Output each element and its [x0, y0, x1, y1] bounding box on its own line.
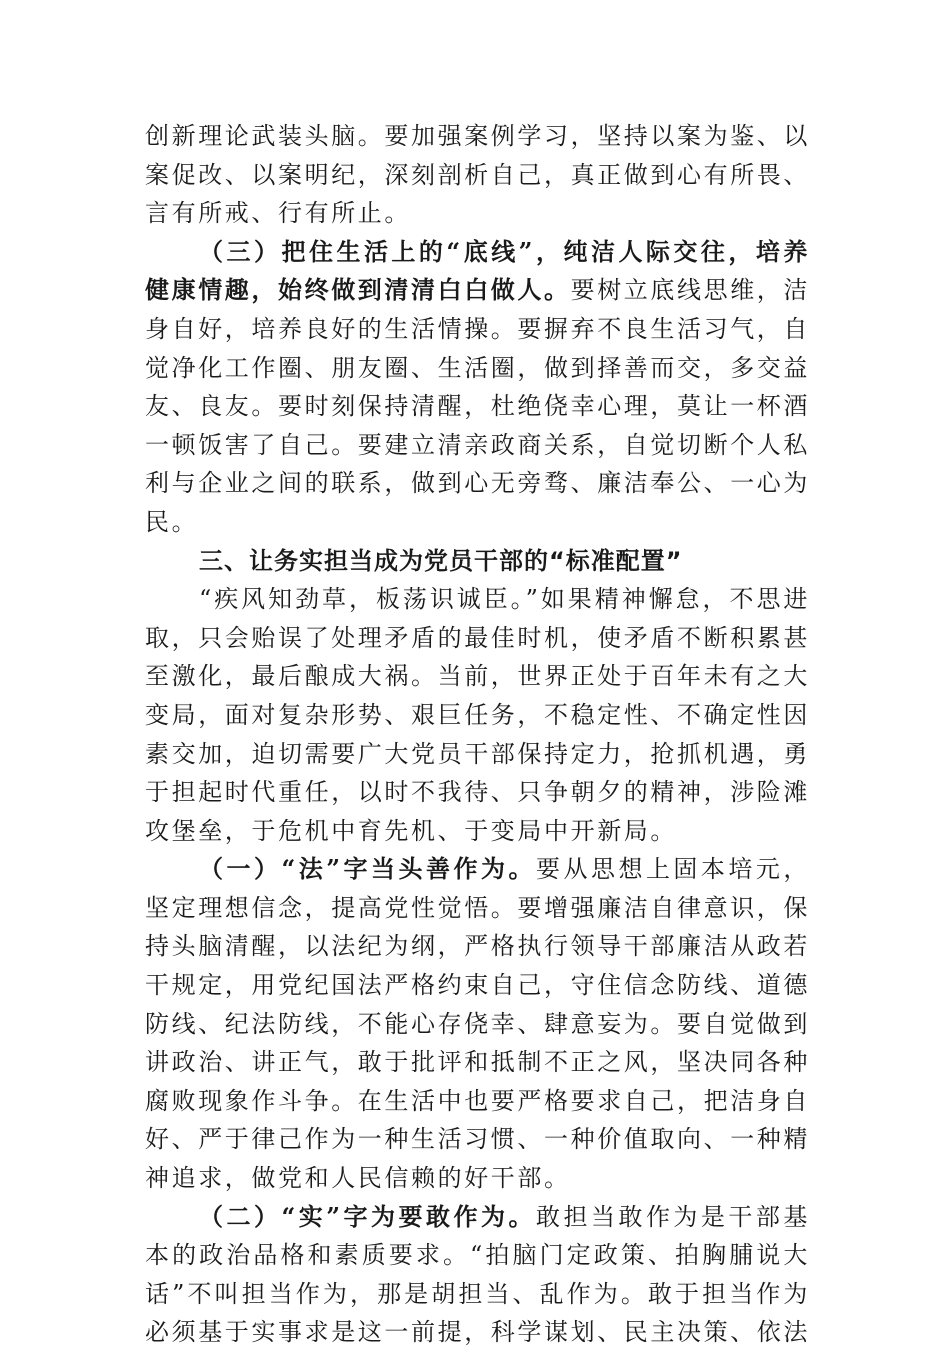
- subheading-two: （二）“实”字为要敢作为。: [199, 1201, 536, 1231]
- paragraph-practical: [145, 1198, 810, 1352]
- paragraph-text: “疾风知劲草，板荡识诚臣。”如果精神懈怠，不思进取，只会贻误了处理矛盾的最佳时机，使矛盾不断积累甚至激化，最后酿成大祸。当前，世界正处于百年未有之大变局，面对复杂形势、艰巨任务，不稳定性、不确定性因素交加，迫切需要广大党员干部保持定力，抢抓机遇，勇于担起时代重任，以时不我待、只争朝夕的精神，涉险滩攻堡垒，于危机中育先机、于变局中开新局。: [145, 585, 810, 845]
- paragraph-text: 敢担当敢作为是干部基本的政治品格和素质要求。“拍脑门定政策、拍胸脯说大话”不叫担当作为，那是胡担当、乱作为。敢于担当作为必须基于实事求是这一前提，科学谋划、民主决策、依法: [145, 1202, 810, 1347]
- paragraph-continuation: [145, 117, 810, 233]
- paragraph-intro: [145, 580, 810, 850]
- subheading-one: （一）“法”字当头善作为。: [199, 854, 536, 884]
- document-body: [145, 117, 810, 1352]
- subheading-three: （三）把住生活上的“底线”，纯洁人际交往，培养健康情趣，始终做到清清白白做人。: [145, 236, 810, 305]
- paragraph-life-bottom-line: [145, 233, 810, 542]
- section-heading-three: 三、让务实担当成为党员干部的“标准配置”: [199, 546, 683, 575]
- paragraph-text: 要从思想上固本培元，坚定理想信念，提高党性觉悟。要增强廉洁自律意识，保持头脑清醒，以法纪为纲，严格执行领导干部廉洁从政若干规定，用党纪国法严格约束自己，守住信念防线、道德防线、纪法防线，不能心存侥幸、肆意妄为。要自觉做到讲政治、讲正气，敢于批评和抵制不正之风，坚决同各种腐败现象作斗争。在生活中也要严格要求自己，把洁身自好、严于律己作为一种生活习惯、一种价值取向、一种精神追求，做党和人民信赖的好干部。: [145, 855, 810, 1193]
- paragraph-text: 创新理论武装头脑。要加强案例学习，坚持以案为鉴、以案促改、以案明纪，深刻剖析自己，真正做到心有所畏、言有所戒、行有所止。: [145, 122, 810, 228]
- paragraph-law: [145, 850, 810, 1197]
- paragraph-text: 要树立底线思维，洁身自好，培养良好的生活情操。要摒弃不良生活习气，自觉净化工作圈、朋友圈、生活圈，做到择善而交，多交益友、良友。要时刻保持清醒，杜绝侥幸心理，莫让一杯酒一顿饭害了自己。要建立清亲政商关系，自觉切断个人私利与企业之间的联系，做到心无旁骛、廉洁奉公、一心为民。: [145, 276, 811, 536]
